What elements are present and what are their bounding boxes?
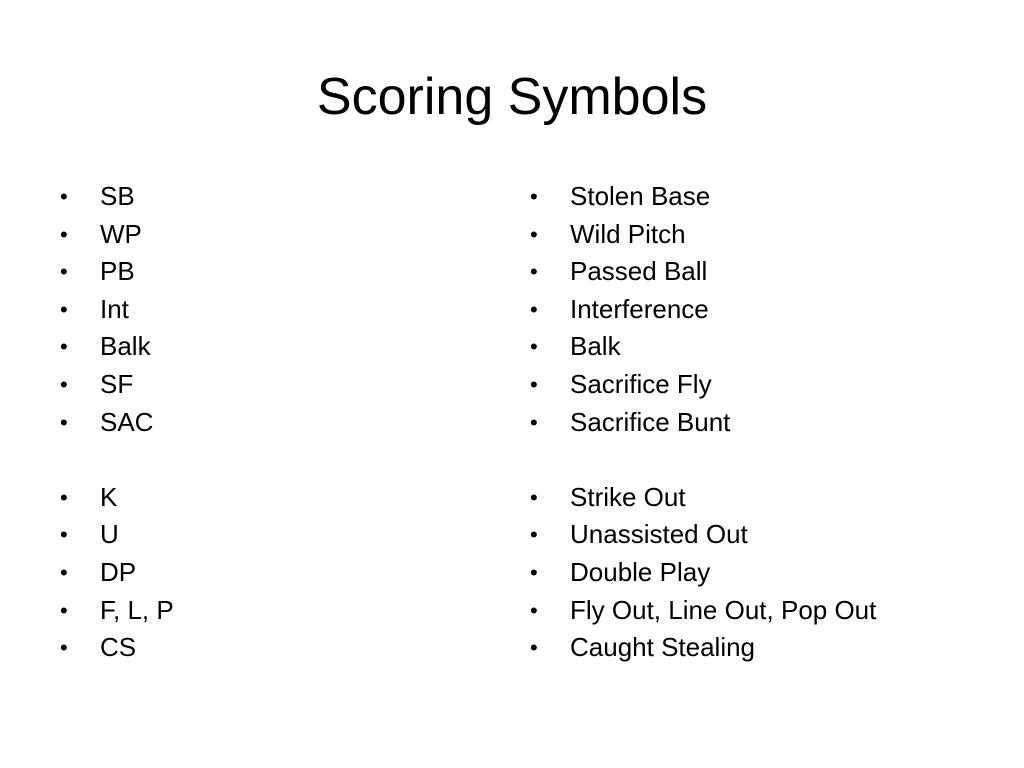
abbreviation-text: Balk xyxy=(100,331,151,362)
meaning-text: Balk xyxy=(570,331,621,362)
list-item xyxy=(60,516,480,554)
bullet-icon: • xyxy=(530,221,538,247)
bullet-icon: • xyxy=(60,221,68,247)
bullet-icon: • xyxy=(530,296,538,322)
meaning-list xyxy=(530,178,1000,667)
bullet-icon: • xyxy=(60,597,68,623)
bullet-icon: • xyxy=(530,522,538,548)
bullet-icon: • xyxy=(530,484,538,510)
list-item xyxy=(60,554,480,592)
abbreviation-text: Int xyxy=(100,293,129,324)
bullet-icon: • xyxy=(530,559,538,585)
meaning-text: Stolen Base xyxy=(570,181,711,211)
list-item xyxy=(60,253,480,291)
list-item xyxy=(530,366,1000,404)
bullet-icon: • xyxy=(60,371,68,397)
abbreviation-text: WP xyxy=(100,218,142,249)
meaning-text: Caught Stealing xyxy=(570,632,756,663)
bullet-icon: • xyxy=(530,184,538,209)
abbreviation-text: SB xyxy=(100,181,135,211)
list-item xyxy=(60,404,480,442)
bullet-icon: • xyxy=(60,635,68,661)
bullet-icon: • xyxy=(530,635,538,661)
list-item xyxy=(60,479,480,517)
list-item xyxy=(530,178,1000,216)
list-item xyxy=(530,479,1000,517)
abbreviation-text: SF xyxy=(100,368,134,399)
abbreviation-text: SAC xyxy=(100,406,154,437)
list-item xyxy=(530,328,1000,366)
list-item xyxy=(530,592,1000,630)
abbreviation-list xyxy=(60,178,480,667)
bullet-icon: • xyxy=(60,334,68,360)
meaning-text: Double Play xyxy=(570,556,711,587)
slide-title: Scoring Symbols xyxy=(316,68,708,126)
bullet-icon: • xyxy=(530,597,538,623)
bullet-icon: • xyxy=(530,334,538,360)
list-item xyxy=(530,404,1000,442)
list-item xyxy=(60,178,480,216)
meaning-text: Strike Out xyxy=(570,481,686,512)
bullet-icon: • xyxy=(60,522,68,548)
list-item xyxy=(530,216,1000,254)
bullet-icon: • xyxy=(60,296,68,322)
bullet-icon: • xyxy=(530,259,538,285)
abbreviation-text: CS xyxy=(100,632,137,663)
meaning-text: Unassisted Out xyxy=(570,519,748,550)
bullet-icon: • xyxy=(530,371,538,397)
meaning-text: Sacrifice Bunt xyxy=(570,406,731,437)
list-item xyxy=(60,216,480,254)
abbreviation-text: F, L, P xyxy=(100,594,174,625)
list-item xyxy=(60,291,480,329)
list-item xyxy=(60,366,480,404)
meaning-text: Interference xyxy=(570,293,709,324)
list-item xyxy=(60,629,480,667)
bullet-icon: • xyxy=(60,559,68,585)
meaning-text: Sacrifice Fly xyxy=(570,368,712,399)
bullet-icon: • xyxy=(530,409,538,435)
abbreviation-text: PB xyxy=(100,256,135,287)
list-item xyxy=(60,592,480,630)
abbreviation-text: U xyxy=(100,519,119,550)
meaning-text: Fly Out, Line Out, Pop Out xyxy=(570,594,877,625)
abbreviation-text: DP xyxy=(100,556,137,587)
bullet-icon: • xyxy=(60,259,68,285)
list-item xyxy=(530,253,1000,291)
list-item xyxy=(530,516,1000,554)
abbreviation-text: K xyxy=(100,481,118,512)
list-item xyxy=(530,554,1000,592)
bullet-icon: • xyxy=(60,184,68,209)
list-item xyxy=(530,291,1000,329)
list-item xyxy=(530,629,1000,667)
bullet-icon: • xyxy=(60,484,68,510)
meaning-text: Passed Ball xyxy=(570,256,708,287)
bullet-icon: • xyxy=(60,409,68,435)
list-item xyxy=(60,328,480,366)
meaning-text: Wild Pitch xyxy=(570,218,686,249)
